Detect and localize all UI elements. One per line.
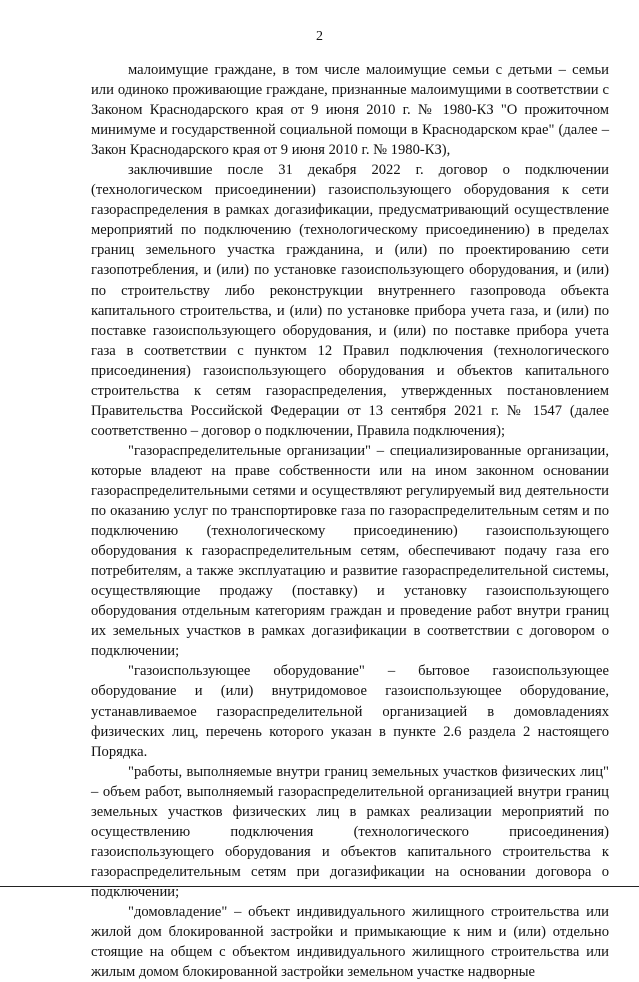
page-number: 2 — [316, 29, 323, 44]
bottom-rule — [0, 886, 639, 887]
paragraph-household: "домовладение" – объект индивидуального жилищного строительства или жилой дом блокированной застройки и примыкающие к ним и (или) отдельно стоящие на общем с объектом индивидуального жилищного строительства или жилым домом блокированной застройки земельном участке надворные — [91, 903, 609, 981]
paragraph-low-income-citizens: малоимущие граждане, в том числе малоимущие семьи с детьми – семьи или одиноко проживающие граждане, признанные малоимущими в соответствии с Законом Краснодарского края от 9 июня 2010 г. № 1980-КЗ "О прожиточном минимуме и государственной социальной помощи в Краснодарском крае" (далее – Закон Краснодарского края от 9 июня 2010 г. № 1980-КЗ), — [91, 62, 609, 159]
paragraph-gas-using-equipment: "газоиспользующее оборудование" – бытовое газоиспользующее оборудование и (или) внутридомовое газоиспользующее оборудование, устанавливаемое газораспределительной организацией в домовладениях физических лиц, перечень которого указан в пункте 2.6 раздела 2 настоящего Порядка. — [91, 663, 609, 760]
document-body — [91, 60, 609, 982]
paragraph-connection-agreement: заключившие после 31 декабря 2022 г. договор о подключении (технологическом присоединении) газоиспользующего оборудования к сети газораспределения в рамках догазификации, предусматривающий осуществление мероприятий по подключению (технологическому присоединению) в пределах границ земельного участка гражданина, и (или) по проектированию сети газопотребления, и (или) по установке газоиспользующего оборудования, и (или) по строительству либо реконструкции внутреннего газопровода объекта капитального строительства, и (или) по установке прибора учета газа, и (или) по поставке газоиспользующего оборудования, и (или) по поставке прибора учета газа в соответствии с пунктом 12 Правил подключения (технологического присоединения) газоиспользующего оборудования и объектов капитального строительства к сетям газораспределения, утвержденных постановлением Правительства Российской Федерации от 13 сентября 2021 г. № 1547 (далее соответственно – договор о подключении, Правила подключения); — [91, 162, 609, 439]
paragraph-works-within-land-plots: "работы, выполняемые внутри границ земельных участков физических лиц" – объем работ, выполняемый газораспределительной организацией внутри границ земельных участков физических лиц в рамках реализации мероприятий по осуществлению подключения (технологического присоединения) газоиспользующего оборудования и объектов капитального строительства к газораспределительным сетям при догазификации на основании договора о подключении; — [91, 763, 609, 900]
paragraph-gas-distribution-organizations: "газораспределительные организации" – специализированные организации, которые владеют на праве собственности или на ином законном основании газораспределительными сетями и осуществляют регулируемый вид деятельности по оказанию услуг по транспортировке газа по газораспределительным сетям и по подключению (технологическому присоединению) газоиспользующего оборудования к газораспределительным сетям, обеспечивают подачу газа его потребителям, а также эксплуатацию и развитие газораспределительной системы, осуществляющие продажу (поставку) и установку газоиспользующего оборудования отдельным категориям граждан и проведение работ внутри границ их земельных участков в рамках догазификации в соответствии с договором о подключении; — [91, 442, 609, 660]
